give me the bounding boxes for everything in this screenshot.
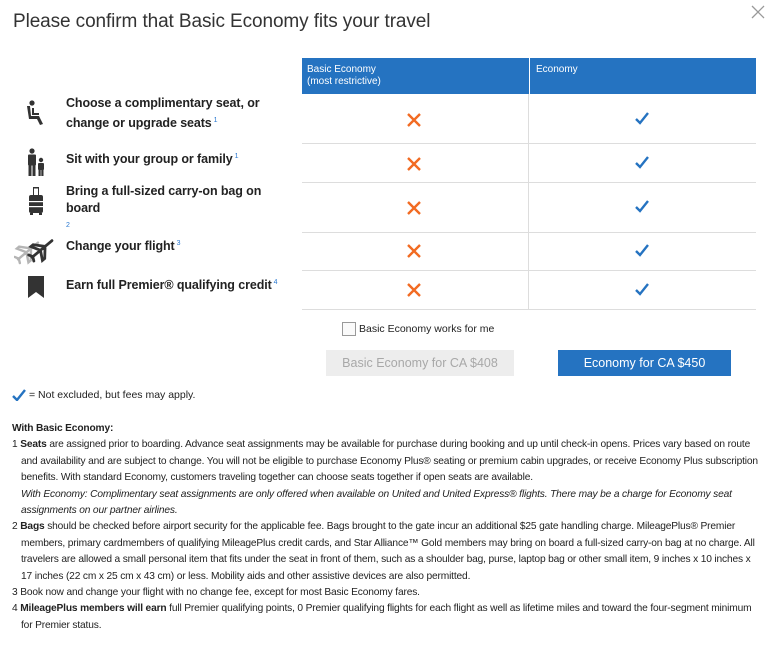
row-divider bbox=[302, 309, 756, 310]
feature-label: Bring a full-sized carry-on bag on board bbox=[66, 184, 262, 215]
footnotes-heading: With Basic Economy: bbox=[12, 423, 114, 434]
cross-icon bbox=[406, 112, 422, 128]
cross-icon bbox=[406, 200, 422, 216]
feature-label: Sit with your group or family bbox=[66, 152, 233, 167]
checkmark-icon bbox=[634, 242, 650, 258]
legend bbox=[12, 389, 195, 401]
checkbox-label: Basic Economy works for me bbox=[359, 323, 495, 335]
footnote-2: 2 Bags should be checked before airport security for the applicable fee. Bags brought to the gate incur an additional $25 gate handling charge. MileagePlus® Premier members, primary cardmembers of qualifying MileagePlus credit cards, and Star Alliance™ Gold members may bring on board a full-sized carry-on bag at no charge. All travelers are allowed a small personal item that fits under the seat in front of them, such as a shoulder bag, purse, laptop bag or other small item, 9 inches x 10 inches x 17 inches (22 cm x 25 cm x 43 cm) or less. Mobility aids and other assistive devices are also permitted. bbox=[12, 521, 755, 582]
footnote-link[interactable]: 1 bbox=[234, 153, 239, 160]
row-divider bbox=[302, 232, 756, 233]
basic-economy-confirm-checkbox[interactable] bbox=[342, 322, 494, 336]
table-header bbox=[302, 58, 756, 94]
family-icon bbox=[14, 148, 58, 180]
cross-icon bbox=[406, 243, 422, 259]
column-divider bbox=[528, 94, 529, 309]
seat-icon bbox=[14, 100, 58, 132]
cross-icon bbox=[406, 156, 422, 172]
footnote-link[interactable]: 1 bbox=[213, 117, 218, 124]
checkbox[interactable] bbox=[342, 322, 356, 336]
column-header-basic-economy: Basic Economy (most restrictive) bbox=[307, 64, 381, 87]
close-icon bbox=[751, 5, 765, 19]
checkmark-icon bbox=[634, 154, 650, 170]
footnote-3: 3 Book now and change your flight with no change fee, except for most Basic Economy fares. bbox=[12, 587, 420, 599]
dialog-title: Please confirm that Basic Economy fits your travel bbox=[13, 11, 431, 32]
bookmark-icon bbox=[14, 276, 58, 308]
feature-label: Earn full Premier® qualifying credit bbox=[66, 278, 272, 293]
row-divider bbox=[302, 143, 756, 144]
footnote-link[interactable]: 2 bbox=[66, 222, 70, 229]
checkmark-icon bbox=[634, 110, 650, 126]
column-header-economy: Economy bbox=[529, 58, 756, 94]
row-divider bbox=[302, 182, 756, 183]
row-divider bbox=[302, 270, 756, 271]
select-basic-economy-button[interactable]: Basic Economy for CA $408 bbox=[326, 350, 514, 376]
footnote-link[interactable]: 4 bbox=[273, 279, 278, 286]
checkmark-icon bbox=[634, 198, 650, 214]
cross-icon bbox=[406, 282, 422, 298]
footnotes bbox=[12, 421, 762, 634]
feature-label: Choose a complimentary seat, or bbox=[66, 96, 260, 110]
select-economy-button[interactable]: Economy for CA $450 bbox=[558, 350, 731, 376]
carry-on-bag-icon bbox=[14, 186, 58, 218]
footnote-4: 4 MileagePlus members will earn full Premier qualifying points, 0 Premier qualifying flights for each flight as well as lifetime miles and toward the four-segment minimum for Premier status. bbox=[12, 603, 752, 631]
feature-label: Change your flight bbox=[66, 239, 175, 254]
checkmark-icon bbox=[12, 389, 26, 401]
footnote-link[interactable]: 3 bbox=[176, 240, 181, 247]
change-flight-icon bbox=[14, 233, 58, 265]
footnote-1: 1 Seats are assigned prior to boarding. Advance seat assignments may be available for purchase during booking and up until check-in opens. Prices vary based on route and availability and are subject to change. You will not be eligible to purchase Economy Plus® seating or premium cabin upgrades, or receive Economy Plus subscription benefits. With standard Economy, customers traveling together can choose seats together if open seats are available. With Economy: Complimentary seat assignments are only offered when available on United and United Express® flights. There may be a charge for Economy seat assignments on our partner airlines. bbox=[12, 439, 758, 517]
close-button[interactable] bbox=[748, 2, 768, 22]
legend-text: = Not excluded, but fees may apply. bbox=[29, 389, 196, 401]
checkmark-icon bbox=[634, 281, 650, 297]
